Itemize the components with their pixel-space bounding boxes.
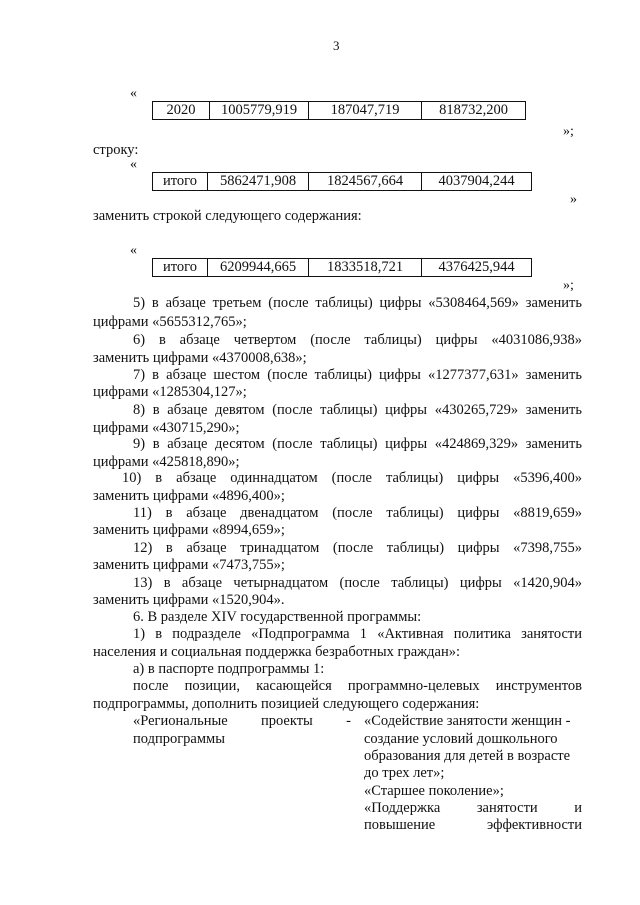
quote-close-3: »; xyxy=(563,278,574,293)
section-6-item-1-line-1: 1) в подразделе «Подпрограмма 1 «Активная политика занятости xyxy=(133,626,582,642)
cell-value-3: 4037904,244 xyxy=(422,173,532,191)
table-row-total-old xyxy=(152,172,532,191)
cell-value-2: 1824567,664 xyxy=(309,173,422,191)
para-6-line-2: заменить цифрами «4370008,638»; xyxy=(93,350,307,366)
text-replace: заменить строкой следующего содержания: xyxy=(93,208,362,224)
left-column-line-1: «Региональные проекты - xyxy=(133,713,351,729)
para-7-line-1: 7) в абзаце шестом (после таблицы) цифры «1277377,631» заменить xyxy=(133,367,582,383)
para-9-line-1: 9) в абзаце десятом (после таблицы) цифры «424869,329» заменить xyxy=(133,436,582,452)
cell-total-label: итого xyxy=(153,259,208,277)
right-column-item-2: «Старшее поколение»; xyxy=(364,783,504,799)
para-5-line-2: цифрами «5655312,765»; xyxy=(93,314,247,330)
section-6-item-1-line-2: населения и социальная поддержка безработных граждан»: xyxy=(93,644,461,660)
para-10-line-1: 10) в абзаце одиннадцатом (после таблицы) цифры «5396,400» xyxy=(122,470,582,486)
right-column-item-1-line-2: создание условий дошкольного xyxy=(364,731,558,747)
para-9-line-2: цифрами «425818,890»; xyxy=(93,454,240,470)
cell-value-1: 1005779,919 xyxy=(210,102,309,120)
right-column-item-3-line-1: «Поддержка занятости и xyxy=(364,800,582,816)
para-11-line-2: заменить цифрами «8994,659»; xyxy=(93,522,285,538)
cell-total-label: итого xyxy=(153,173,208,191)
cell-year: 2020 xyxy=(153,102,210,120)
para-12-line-2: заменить цифрами «7473,755»; xyxy=(93,557,285,573)
para-8-line-1: 8) в абзаце девятом (после таблицы) цифры «430265,729» заменить xyxy=(133,402,582,418)
table-row-total-new xyxy=(152,258,532,277)
right-column-item-1-line-4: до трех лет»; xyxy=(364,765,445,781)
para-13-line-2: заменить цифрами «1520,904». xyxy=(93,592,285,608)
right-column-item-1-line-3: образования для детей в возрасте xyxy=(364,748,571,764)
cell-value-2: 187047,719 xyxy=(309,102,422,120)
after-position-line-2: подпрограммы, дополнить позицией следующего содержания: xyxy=(93,696,480,712)
quote-open-1: « xyxy=(130,86,137,101)
quote-close-1: »; xyxy=(563,124,574,139)
page-number: 3 xyxy=(333,38,340,53)
table-row-2020 xyxy=(152,101,526,120)
para-6-line-1: 6) в абзаце четвертом (после таблицы) цифры «4031086,938» xyxy=(133,332,582,348)
para-7-line-2: цифрами «1285304,127»; xyxy=(93,384,247,400)
quote-open-2: « xyxy=(130,157,137,172)
para-8-line-2: цифрами «430715,290»; xyxy=(93,420,240,436)
cell-value-2: 1833518,721 xyxy=(309,259,422,277)
left-column-line-2: подпрограммы xyxy=(133,731,225,747)
para-11-line-1: 11) в абзаце двенадцатом (после таблицы) цифры «8819,659» xyxy=(133,505,582,521)
para-10-line-2: заменить цифрами «4896,400»; xyxy=(93,488,285,504)
quote-open-3: « xyxy=(130,243,137,258)
right-column-item-3-line-2: повышение эффективности xyxy=(364,817,582,833)
para-12-line-1: 12) в абзаце тринадцатом (после таблицы) цифры «7398,755» xyxy=(133,540,582,556)
para-13-line-1: 13) в абзаце четырнадцатом (после таблицы) цифры «1420,904» xyxy=(133,575,582,591)
para-5-line-1: 5) в абзаце третьем (после таблицы) цифры «5308464,569» заменить xyxy=(133,295,582,311)
section-6-subitem-a: а) в паспорте подпрограммы 1: xyxy=(133,661,325,677)
cell-value-3: 818732,200 xyxy=(422,102,526,120)
cell-value-3: 4376425,944 xyxy=(422,259,532,277)
section-6-heading: 6. В разделе XIV государственной программы: xyxy=(133,609,422,625)
cell-value-1: 6209944,665 xyxy=(208,259,309,277)
after-position-line-1: после позиции, касающейся программно-целевых инструментов xyxy=(133,678,582,694)
right-column-item-1-line-1: «Содействие занятости женщин - xyxy=(364,713,571,729)
text-stroku: строку: xyxy=(93,142,139,158)
quote-close-2: » xyxy=(570,192,577,207)
cell-value-1: 5862471,908 xyxy=(208,173,309,191)
